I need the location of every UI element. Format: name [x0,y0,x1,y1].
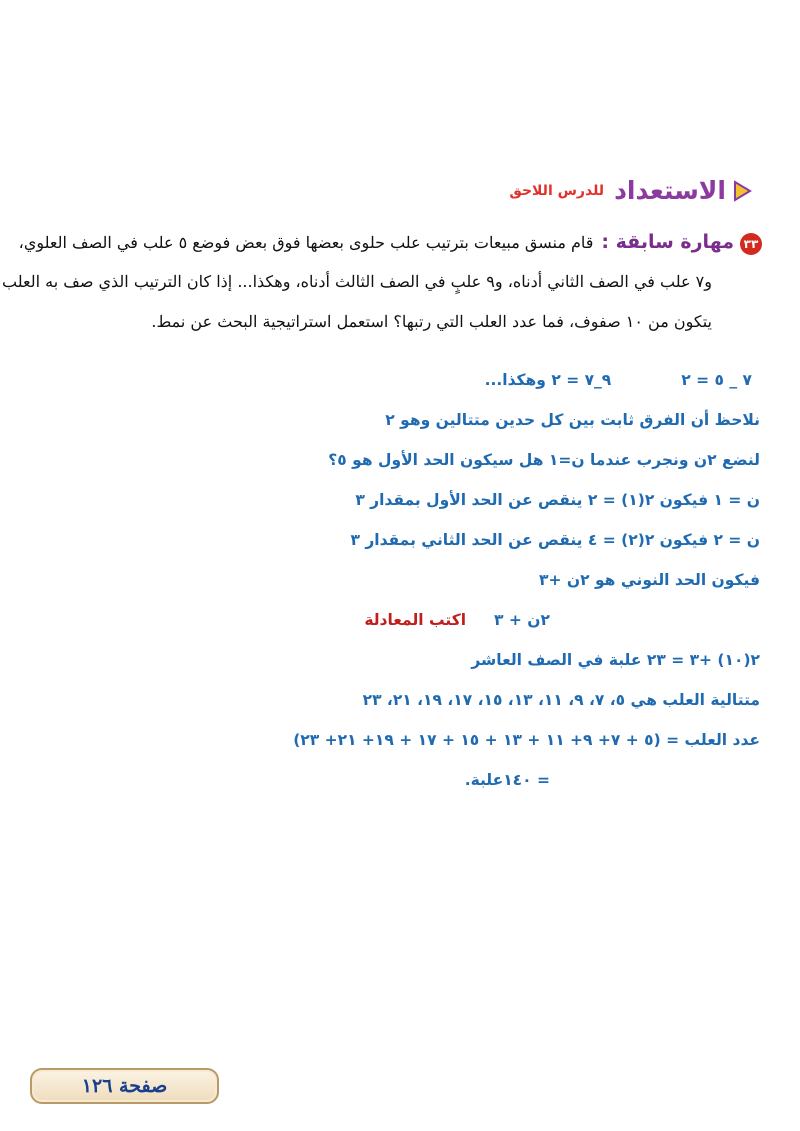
solution [40,368,760,808]
solution-line-11: = ١٤٠علبة. [464,771,550,789]
solution-line-9: متتالية العلب هي ٥، ٧، ٩، ١١، ١٣، ١٥، ١٧، ١٩، ٢١، ٢٣ [362,691,760,709]
problem-text-1: قام منسق مبيعات بترتيب علب حلوى بعضها فوق بعض فوضع ٥ علب في الصف العلوي، [18,233,594,252]
section-title: الاستعداد [614,176,726,205]
problem-line-2: و٧ علب في الصف الثاني أدناه، و٩ علبٍ في الصف الثالث أدناه، وهكذا... إذا كان الترتيب الذي صف به العلب [2,272,712,291]
skill-label: مهارة سابقة : [601,231,734,253]
problem-number-badge: ٣٣ [740,233,762,255]
solution-line-6: فيكون الحد النوني هو ٢ن +٣ [539,571,760,589]
solution-line-8: ٢(١٠) +٣ = ٢٣ علبة في الصف العاشر [471,651,760,669]
page-number-box: صفحة ١٢٦ [30,1068,219,1104]
solution-line-3: لنضع ٢ن ونجرب عندما ن=١ هل سيكون الحد الأول هو ٥؟ [328,451,760,469]
section-subtitle: للدرس اللاحق [509,182,605,199]
solution-line-4: ن = ١ فيكون ٢(١) = ٢ ينقص عن الحد الأول بمقدار ٣ [355,491,760,509]
difference-1: ٧ _ ٥ = ٢ [681,371,752,389]
solution-line-7 [40,608,760,648]
solution-line-1 [40,368,760,408]
solution-line-5: ن = ٢ فيكون ٢(٢) = ٤ ينقص عن الحد الثاني بمقدار ٣ [350,531,760,549]
problem-line-1 [18,229,762,269]
triangle-arrow-icon [732,180,752,202]
equation: ٢ن + ٣ [494,611,550,629]
solution-line-2: نلاحظ أن الفرق ثابت بين كل حدين متتالين وهو ٢ [385,411,760,429]
solution-line-10: عدد العلب = (٥ + ٧+ ٩+ ١١ + ١٣ + ١٥ + ١٧ + ١٩+ ٢١+ ٢٣) [293,731,760,749]
problem-line-3: يتكون من ١٠ صفوف، فما عدد العلب التي رتبها؟ استعمل استراتيجية البحث عن نمط. [151,312,712,331]
section-header [509,176,752,205]
write-equation-note: اكتب المعادلة [364,611,467,629]
problem-statement [2,229,762,349]
difference-2: ٩_٧ = ٢ وهكذا... [484,371,612,389]
